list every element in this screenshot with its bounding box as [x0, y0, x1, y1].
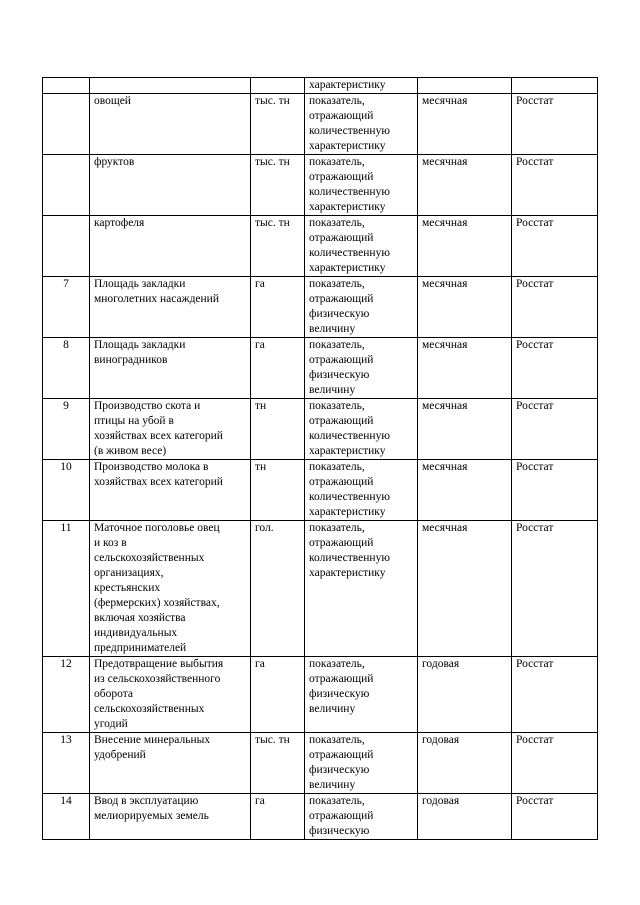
periodicity-cell: годовая — [418, 794, 512, 840]
indicator-type-cell: показатель, отражающий количественную характеристику — [305, 521, 418, 657]
table-row — [43, 460, 598, 521]
unit-cell: тыс. тн — [251, 155, 305, 216]
row-number-cell — [43, 78, 90, 94]
indicator-name-cell: Маточное поголовье овец и коз в сельскохозяйственных организациях, крестьянских (фермерских) хозяйствах, включая хозяйства индивидуальных предпринимателей — [90, 521, 251, 657]
row-number-cell: 7 — [43, 277, 90, 338]
row-number-cell: 12 — [43, 657, 90, 733]
unit-cell: тыс. тн — [251, 733, 305, 794]
table-row — [43, 338, 598, 399]
row-number-cell: 9 — [43, 399, 90, 460]
row-number-cell: 14 — [43, 794, 90, 840]
unit-cell: тыс. тн — [251, 94, 305, 155]
indicator-name-cell: фруктов — [90, 155, 251, 216]
unit-cell: га — [251, 338, 305, 399]
data-source-cell: Росстат — [512, 94, 598, 155]
row-number-cell — [43, 94, 90, 155]
data-source-cell: Росстат — [512, 216, 598, 277]
row-number-cell — [43, 216, 90, 277]
indicator-type-cell: показатель, отражающий физическую величину — [305, 277, 418, 338]
table-row — [43, 277, 598, 338]
periodicity-cell: годовая — [418, 657, 512, 733]
data-source-cell: Росстат — [512, 399, 598, 460]
unit-cell: тн — [251, 460, 305, 521]
unit-cell: га — [251, 794, 305, 840]
data-source-cell: Росстат — [512, 155, 598, 216]
unit-cell: гол. — [251, 521, 305, 657]
data-source-cell — [512, 78, 598, 94]
indicator-name-cell: картофеля — [90, 216, 251, 277]
indicator-type-cell: показатель, отражающий физическую величину — [305, 733, 418, 794]
unit-cell: тн — [251, 399, 305, 460]
indicator-name-cell: Площадь закладки виноградников — [90, 338, 251, 399]
table-row — [43, 521, 598, 657]
periodicity-cell: годовая — [418, 733, 512, 794]
periodicity-cell: месячная — [418, 155, 512, 216]
data-source-cell: Росстат — [512, 657, 598, 733]
table-row — [43, 794, 598, 840]
unit-cell — [251, 78, 305, 94]
indicator-name-cell: Производство молока в хозяйствах всех категорий — [90, 460, 251, 521]
indicator-name-cell — [90, 78, 251, 94]
periodicity-cell: месячная — [418, 460, 512, 521]
data-source-cell: Росстат — [512, 794, 598, 840]
indicator-name-cell: Производство скота и птицы на убой в хозяйствах всех категорий (в живом весе) — [90, 399, 251, 460]
periodicity-cell: месячная — [418, 94, 512, 155]
data-source-cell: Росстат — [512, 521, 598, 657]
table-row — [43, 94, 598, 155]
table-row — [43, 216, 598, 277]
table-row — [43, 399, 598, 460]
table-row — [43, 78, 598, 94]
unit-cell: тыс. тн — [251, 216, 305, 277]
indicator-type-cell: показатель, отражающий физическую — [305, 794, 418, 840]
table-row — [43, 155, 598, 216]
indicator-type-cell: показатель, отражающий количественную характеристику — [305, 94, 418, 155]
row-number-cell: 10 — [43, 460, 90, 521]
indicator-name-cell: овощей — [90, 94, 251, 155]
indicator-type-cell: показатель, отражающий количественную характеристику — [305, 460, 418, 521]
data-source-cell: Росстат — [512, 733, 598, 794]
indicator-type-cell: показатель, отражающий количественную характеристику — [305, 399, 418, 460]
table-row — [43, 733, 598, 794]
periodicity-cell: месячная — [418, 399, 512, 460]
periodicity-cell: месячная — [418, 521, 512, 657]
indicator-type-cell: показатель, отражающий физическую величину — [305, 657, 418, 733]
indicator-type-cell: показатель, отражающий физическую величину — [305, 338, 418, 399]
row-number-cell: 13 — [43, 733, 90, 794]
unit-cell: га — [251, 277, 305, 338]
data-source-cell: Росстат — [512, 460, 598, 521]
periodicity-cell: месячная — [418, 216, 512, 277]
indicator-name-cell: Ввод в эксплуатацию мелиорируемых земель — [90, 794, 251, 840]
indicators-table-body — [43, 78, 598, 840]
indicators-table — [42, 77, 598, 840]
indicator-type-cell: показатель, отражающий количественную характеристику — [305, 155, 418, 216]
indicator-type-cell: характеристику — [305, 78, 418, 94]
data-source-cell: Росстат — [512, 338, 598, 399]
periodicity-cell: месячная — [418, 338, 512, 399]
data-source-cell: Росстат — [512, 277, 598, 338]
row-number-cell: 11 — [43, 521, 90, 657]
indicator-name-cell: Предотвращение выбытия из сельскохозяйственного оборота сельскохозяйственных угодий — [90, 657, 251, 733]
indicator-name-cell: Площадь закладки многолетних насаждений — [90, 277, 251, 338]
row-number-cell — [43, 155, 90, 216]
row-number-cell: 8 — [43, 338, 90, 399]
periodicity-cell — [418, 78, 512, 94]
table-row — [43, 657, 598, 733]
indicator-type-cell: показатель, отражающий количественную характеристику — [305, 216, 418, 277]
periodicity-cell: месячная — [418, 277, 512, 338]
indicator-name-cell: Внесение минеральных удобрений — [90, 733, 251, 794]
unit-cell: га — [251, 657, 305, 733]
